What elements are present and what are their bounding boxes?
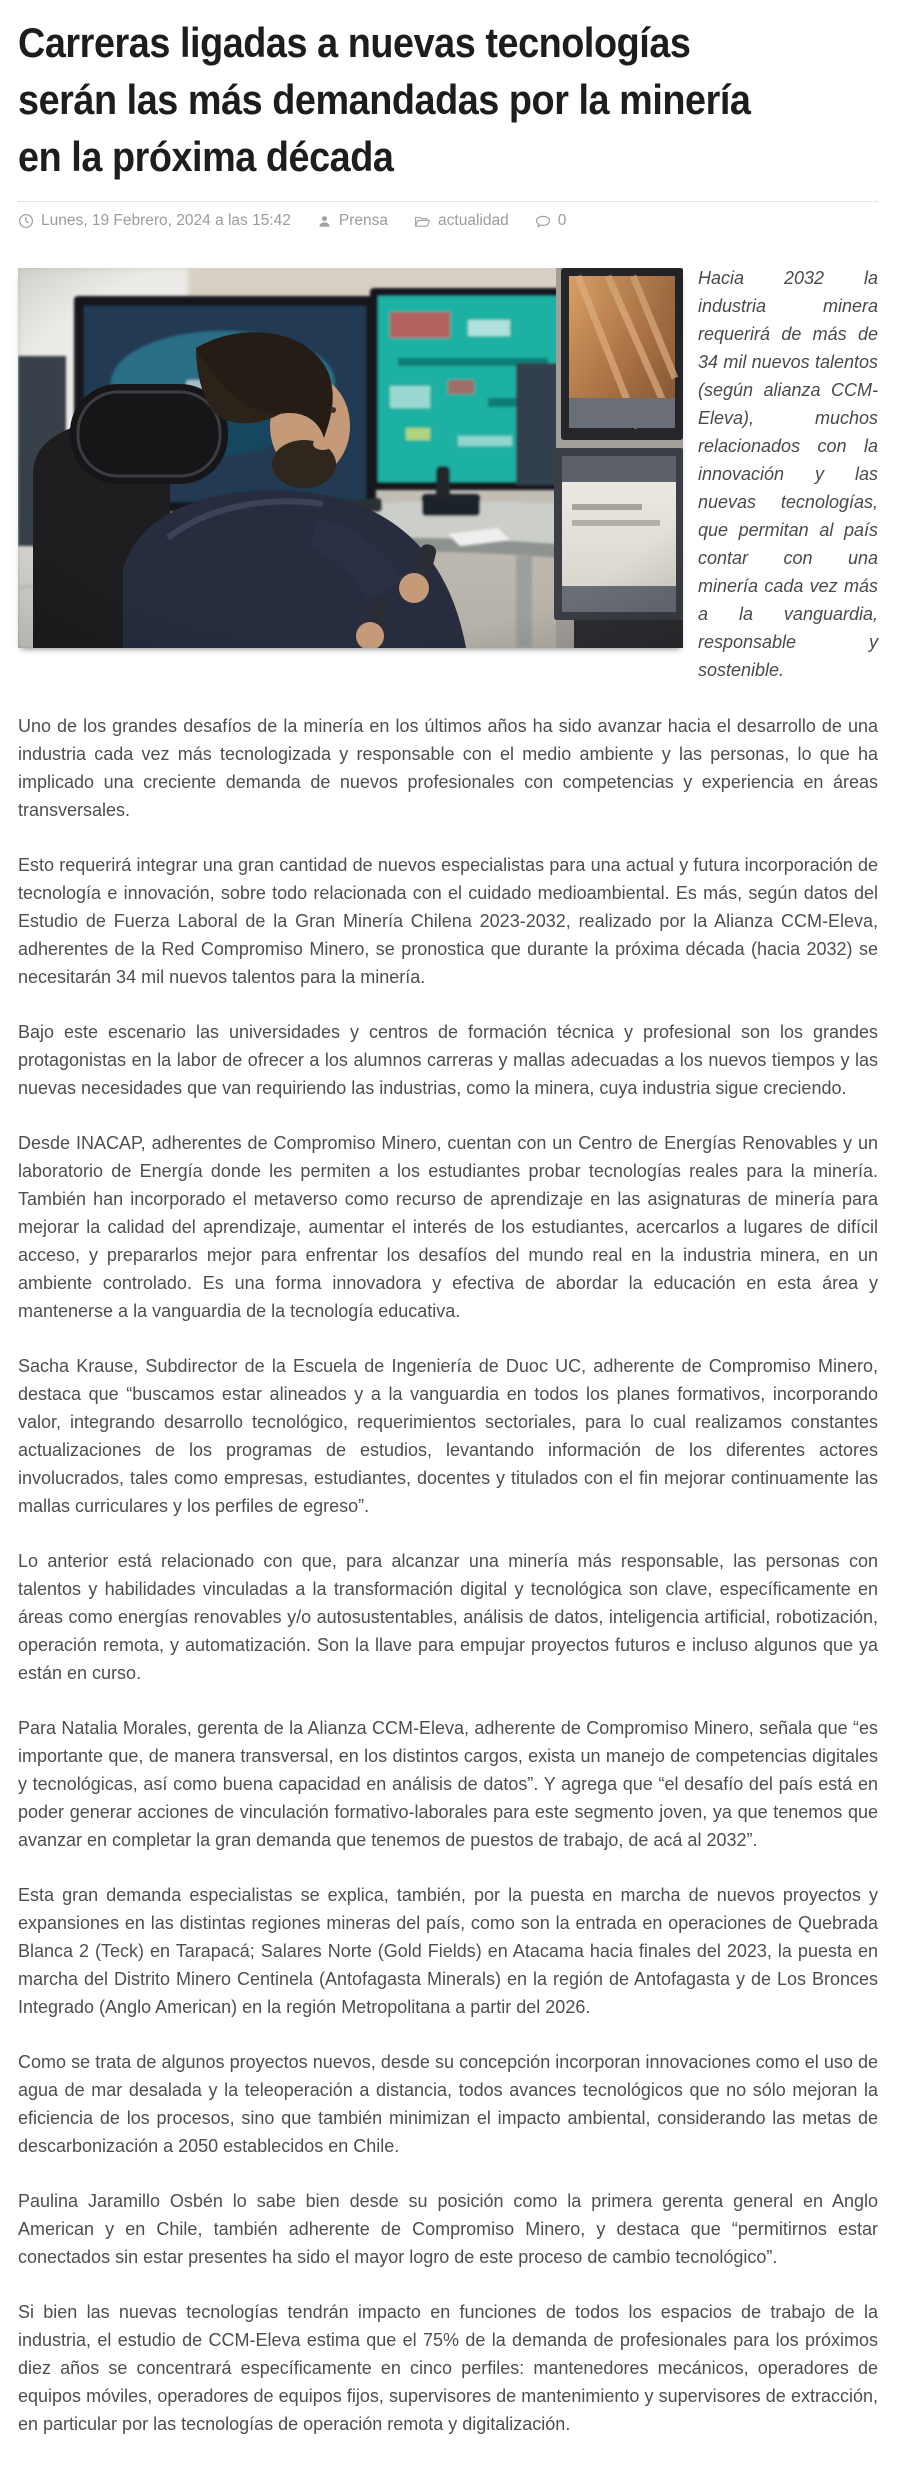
article-paragraph: Como se trata de algunos proyectos nuevos, desde su concepción incorporan innovaciones como el uso de agua de mar desalada y la teleoperación a distancia, todos avances tecnológicos que no sólo mejoran la eficiencia de los procesos, sino que también minimizan el impacto ambiental, considerando las metas de descarbonización a 2050 establecidos en Chile.: [18, 2052, 878, 2156]
folder-icon: [414, 214, 431, 229]
article-lead: Hacia 2032 la industria minera requerirá de más de 34 mil nuevos talentos (según alianza CCM-Eleva), muchos relacionados con la innovación y las nuevas tecnologías, que permitan al país contar con una minería cada vez más a la vanguardia, responsable y sostenible.: [698, 268, 878, 680]
article-paragraph: Si bien las nuevas tecnologías tendrán impacto en funciones de todos los espacios de trabajo de la industria, el estudio de CCM-Eleva estima que el 75% de la demanda de profesionales para los próximos diez años se concentrará específicamente en cinco perfiles: mantenedores mecánicos, operadores de equipos móviles, operadores de equipos fijos, supervisores de mantenimiento y supervisores de extracción, en particular por las tecnologías de operación remota y digitalización.: [18, 2302, 878, 2434]
article-paragraph: Esto requerirá integrar una gran cantidad de nuevos especialistas para una actual y futura incorporación de tecnología e innovación, sobre todo relacionada con el cuidado medioambiental. Es más, según datos del Estudio de Fuerza Laboral de la Gran Minería Chilena 2023-2032, realizado por la Alianza CCM-Eleva, adherentes de la Red Compromiso Minero, se pronostica que durante la próxima década (hacia 2032) se necesitarán 34 mil nuevos talentos para la minería.: [18, 855, 878, 987]
control-room-photo: [18, 268, 683, 648]
article-paragraph: Lo anterior está relacionado con que, para alcanzar una minería más responsable, las personas con talentos y habilidades vinculadas a la transformación digital y tecnológica son clave, específicamente en áreas como energías renovables y/o autosustentables, análisis de datos, inteligencia artificial, robotización, operación remota, y automatización. Son la llave para empujar proyectos futuros e incluso algunos que ya están en curso.: [18, 1551, 878, 1683]
comment-icon: [535, 214, 551, 229]
clock-icon: [18, 213, 34, 229]
article-body: [18, 264, 878, 2438]
article-paragraph: Para Natalia Morales, gerenta de la Alianza CCM-Eleva, adherente de Compromiso Minero, señala que “es importante que, de manera transversal, en los distintos cargos, exista un manejo de competencias digitales y tecnológicas, así como buena capacidad en análisis de datos”. Y agrega que “el desafío del país está en poder generar acciones de vinculación formativo-laborales para este segmento joven, ya que tenemos que avanzar en completar la gran demanda que tenemos de puestos de trabajo, de acá al 2032”.: [18, 1718, 878, 1850]
article-paragraph: Paulina Jaramillo Osbén lo sabe bien desde su posición como la primera gerenta general en Anglo American y en Chile, también adherente de Compromiso Minero, y destaca que “permitirnos estar conectados sin estar presentes ha sido el mayor logro de este proceso de cambio tecnológico”.: [18, 2191, 878, 2267]
article-paragraph: Uno de los grandes desafíos de la minería en los últimos años ha sido avanzar hacia el desarrollo de una industria cada vez más tecnologizada y responsable con el medio ambiente y las personas, lo que ha implicado una creciente demanda de nuevos profesionales con competencias y experiencia en áreas transversales.: [18, 716, 878, 820]
author-link[interactable]: [317, 212, 388, 230]
page-title: [18, 14, 878, 185]
comments-count: 0: [557, 212, 567, 229]
article-paragraph: Esta gran demanda especialistas se explica, también, por la puesta en marcha de nuevos proyectos y expansiones en las distintas regiones mineras del país, como son la entrada en operaciones de Quebrada Blanca 2 (Teck) en Tarapacá; Salares Norte (Gold Fields) en Atacama hacia finales del 2023, la puesta en marcha del Distrito Minero Centinela (Antofagasta Minerals) en la región de Antofagasta y de Los Bronces Integrado (Anglo American) en la región Metropolitana a partir del 2026.: [18, 1885, 878, 2017]
user-icon: [317, 214, 332, 229]
article-meta-bar: [18, 201, 878, 238]
page-title-line-1: Carreras ligadas a nuevas tecnologías: [18, 19, 691, 66]
article-paragraph: Bajo este escenario las universidades y centros de formación técnica y profesional son los grandes protagonistas en la labor de ofrecer a los alumnos carreras y mallas adecuadas a los nuevos tiempos y las nuevas necesidades que van requiriendo las industrias, como la minera, cuya industria sigue creciendo.: [18, 1022, 878, 1098]
page-title-line-3: en la próxima década: [18, 133, 394, 180]
publish-date-label: Lunes, 19 Febrero, 2024 a las 15:42: [41, 212, 291, 229]
article-photo: [18, 268, 683, 648]
category-label: actualidad: [438, 212, 509, 229]
article-paragraph: Sacha Krause, Subdirector de la Escuela de Ingeniería de Duoc UC, adherente de Compromiso Minero, destaca que “buscamos estar alineados y a la vanguardia en todos los planes formativos, incorporando valor, integrando desarrollo tecnológico, requerimientos sectoriales, para lo cual realizamos constantes actualizaciones de los programas de estudios, levantando información de los diferentes actores involucrados, tales como empresas, estudiantes, docentes y titulados con el fin mejorar continuamente las mallas curriculares y los perfiles de egreso”.: [18, 1356, 878, 1516]
author-label: Prensa: [338, 212, 389, 229]
publish-date: [18, 212, 291, 230]
article-paragraph: Desde INACAP, adherentes de Compromiso Minero, cuentan con un Centro de Energías Renovables y un laboratorio de Energía donde les permiten a los estudiantes probar tecnologías reales para la minería. También han incorporado el metaverso como recurso de aprendizaje en las asignaturas de minería para mejorar la calidad del aprendizaje, aumentar el interés de los estudiantes, acercarlos a lugares de difícil acceso, y prepararlos mejor para enfrentar los desafíos del mundo real en la industria minera, en un ambiente controlado. Es una forma innovadora y efectiva de abordar la educación en esta área y mantenerse a la vanguardia de la tecnología educativa.: [18, 1133, 878, 1321]
comments-link[interactable]: [535, 212, 567, 230]
page-title-line-2: serán las más demandadas por la minería: [18, 76, 751, 123]
category-link[interactable]: [414, 212, 509, 230]
